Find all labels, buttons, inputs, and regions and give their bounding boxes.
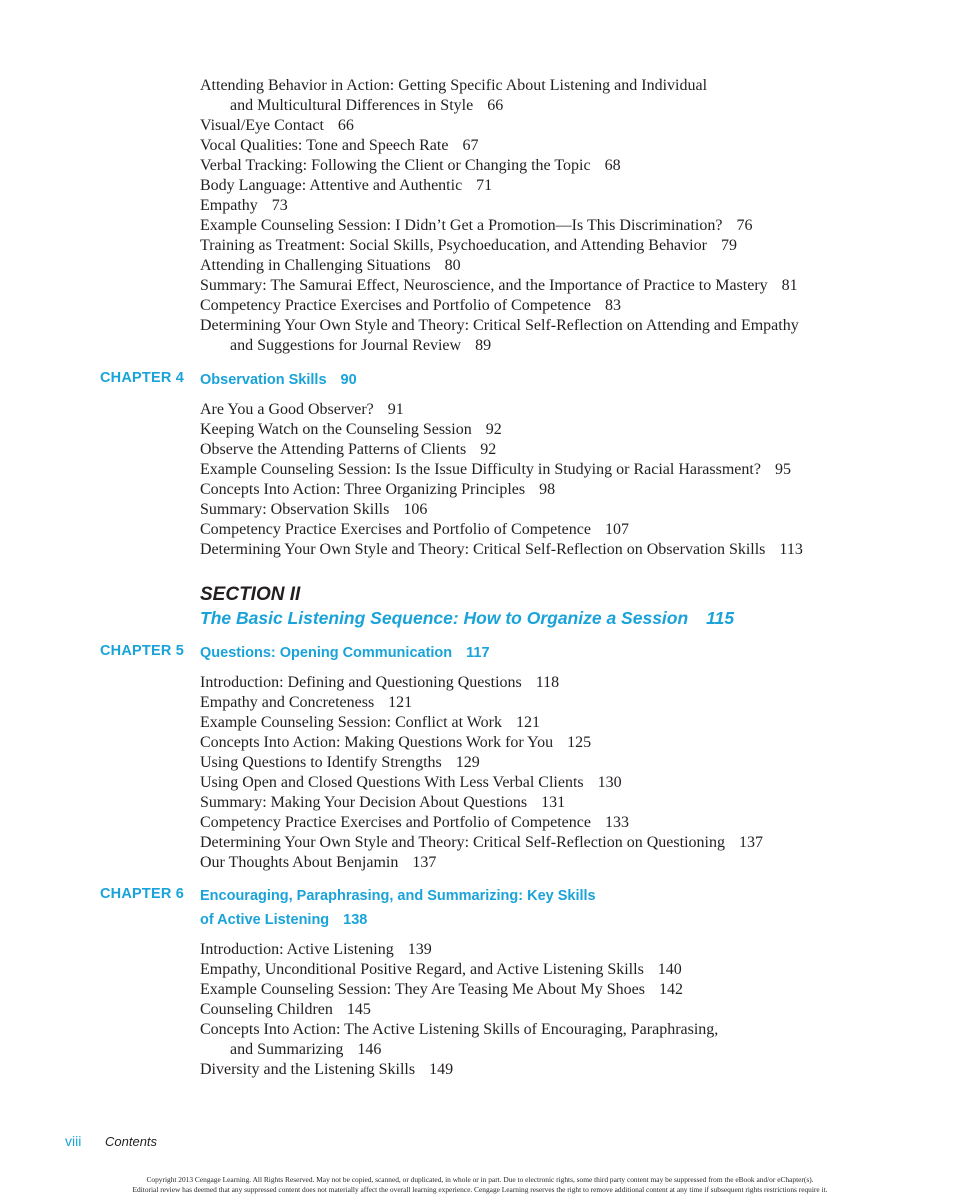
toc-entry [200, 176, 900, 196]
toc-entry-title: Example Counseling Session: I Didn’t Get a Promotion—Is This Discrimination? [200, 217, 723, 234]
toc-entry-page-number: 76 [736, 217, 753, 234]
toc-entry-title: and Multicultural Differences in Style [230, 97, 474, 114]
toc-entry-title: Determining Your Own Style and Theory: Critical Self-Reflection on Observation Skills [200, 541, 766, 558]
toc-entry [200, 1020, 900, 1040]
toc-entry-title: Body Language: Attentive and Authentic [200, 177, 463, 194]
toc-entry-page-number: 113 [779, 541, 803, 558]
toc-entry-title: Competency Practice Exercises and Portfolio of Competence [200, 297, 591, 314]
toc-entry [200, 673, 900, 693]
toc-entry-page-number: 89 [475, 337, 492, 354]
toc-entry-page-number: 79 [720, 237, 737, 254]
toc-entry-title: Determining Your Own Style and Theory: Critical Self-Reflection on Questioning [200, 834, 725, 851]
toc-entry-title: and Summarizing [230, 1041, 344, 1058]
toc-entries-chapter6 [200, 940, 900, 1080]
toc-entry-page-number: 137 [738, 834, 763, 851]
chapter-page-number: 90 [340, 372, 357, 388]
chapter6-label: CHAPTER 6 [100, 886, 184, 902]
toc-entry [200, 1040, 900, 1060]
toc-entry [200, 400, 900, 420]
toc-entry [200, 1060, 900, 1080]
toc-entry [200, 156, 900, 176]
copyright-line-2: Editorial review has deemed that any suppressed content does not materially affect the overall learning experience. Cengage Learning reserves the right to remove additional content at any time if subsequent rights restrictions require it. [132, 1185, 828, 1194]
toc-entry-title: Visual/Eye Contact [200, 117, 324, 134]
toc-entry [200, 773, 900, 793]
toc-entry [200, 813, 900, 833]
toc-entry-title: Training as Treatment: Social Skills, Psychoeducation, and Attending Behavior [200, 237, 707, 254]
toc-entry-title: Empathy, Unconditional Positive Regard, and Active Listening Skills [200, 961, 644, 978]
toc-entry-title: Empathy [200, 197, 258, 214]
toc-entry-page-number: 92 [485, 421, 502, 438]
chapter-title-text: Observation Skills [200, 372, 327, 388]
toc-entry [200, 733, 900, 753]
chapter5-label: CHAPTER 5 [100, 643, 184, 659]
toc-entry [200, 980, 900, 1000]
chapter-title-text: Questions: Opening Communication [200, 645, 453, 661]
toc-entry-page-number: 121 [388, 694, 413, 711]
toc-entry-page-number: 73 [271, 197, 288, 214]
toc-entry-title: Attending Behavior in Action: Getting Specific About Listening and Individual [200, 77, 708, 94]
toc-entry-title: Summary: Making Your Decision About Questions [200, 794, 528, 811]
toc-entry-title: Summary: The Samurai Effect, Neuroscience, and the Importance of Practice to Mastery [200, 277, 768, 294]
footer-label: Contents [105, 1134, 158, 1149]
toc-entry-title: Attending in Challenging Situations [200, 257, 431, 274]
toc-entry-title: Example Counseling Session: Is the Issue Difficulty in Studying or Racial Harassment? [200, 461, 761, 478]
toc-entry [200, 480, 900, 500]
toc-entry-page-number: 107 [604, 521, 629, 538]
toc-entry-page-number: 83 [604, 297, 621, 314]
toc-entry-title: Competency Practice Exercises and Portfolio of Competence [200, 521, 591, 538]
toc-entry [200, 753, 900, 773]
toc-entry [200, 420, 900, 440]
toc-entry [200, 336, 900, 356]
toc-entry-title: Using Questions to Identify Strengths [200, 754, 442, 771]
toc-entry [200, 136, 900, 156]
toc-entry-title: Are You a Good Observer? [200, 401, 374, 418]
toc-entry-title: Concepts Into Action: The Active Listening Skills of Encouraging, Paraphrasing, [200, 1021, 719, 1038]
chapter-title-line [200, 368, 357, 392]
toc-entry [200, 216, 900, 236]
toc-entry-title: Vocal Qualities: Tone and Speech Rate [200, 137, 449, 154]
toc-entry-title: Counseling Children [200, 1001, 333, 1018]
toc-entry [200, 460, 900, 480]
toc-entry-title: Introduction: Active Listening [200, 941, 394, 958]
toc-entry-page-number: 98 [539, 481, 556, 498]
chapter-page-number: 138 [343, 912, 368, 928]
toc-entry-page-number: 142 [658, 981, 683, 998]
toc-entry-page-number: 149 [429, 1061, 454, 1078]
section-label: SECTION II [200, 584, 301, 605]
toc-entry [200, 316, 900, 336]
toc-entry [200, 1000, 900, 1020]
toc-entry-title: Summary: Observation Skills [200, 501, 390, 518]
toc-entry [200, 236, 900, 256]
chapter-title-line [200, 884, 596, 908]
toc-entry [200, 76, 900, 96]
toc-entry [200, 960, 900, 980]
copyright-line-1: Copyright 2013 Cengage Learning. All Rights Reserved. May not be copied, scanned, or duplicated, in whole or in part. Due to electronic rights, some third party content may be suppressed from the eBook and/or eChapter(s). [146, 1175, 814, 1184]
chapter6-title [200, 884, 596, 932]
toc-entry-page-number: 71 [476, 177, 493, 194]
toc-entry [200, 96, 900, 116]
toc-entry-title: Introduction: Defining and Questioning Questions [200, 674, 522, 691]
footer-page-number: viii [65, 1133, 82, 1149]
toc-entry [200, 693, 900, 713]
section-title-text: The Basic Listening Sequence: How to Organize a Session [200, 608, 689, 628]
toc-entry-page-number: 106 [403, 501, 428, 518]
toc-entry-title: Concepts Into Action: Making Questions Work for You [200, 734, 554, 751]
toc-entry-page-number: 66 [487, 97, 504, 114]
toc-entry [200, 793, 900, 813]
toc-entry-title: Empathy and Concreteness [200, 694, 375, 711]
chapter-title-text: Encouraging, Paraphrasing, and Summarizing: Key Skills [200, 888, 596, 904]
toc-entry-page-number: 121 [515, 714, 540, 731]
toc-entries-chapter4 [200, 400, 900, 560]
toc-entry [200, 256, 900, 276]
toc-entries-chapter3 [200, 76, 900, 356]
toc-entry [200, 833, 900, 853]
toc-entry [200, 276, 900, 296]
toc-entry-title: Example Counseling Session: They Are Teasing Me About My Shoes [200, 981, 645, 998]
section-title [200, 608, 734, 629]
toc-entry-page-number: 139 [407, 941, 432, 958]
toc-entry-title: Our Thoughts About Benjamin [200, 854, 399, 871]
toc-entry-title: Using Open and Closed Questions With Less Verbal Clients [200, 774, 584, 791]
toc-entries-chapter5 [200, 673, 900, 873]
chapter-page-number: 117 [466, 645, 490, 661]
toc-entry [200, 296, 900, 316]
toc-entry [200, 440, 900, 460]
section-page-number: 115 [706, 608, 735, 628]
toc-entry-title: Competency Practice Exercises and Portfolio of Competence [200, 814, 591, 831]
toc-entry-page-number: 81 [781, 277, 798, 294]
toc-entry [200, 116, 900, 136]
toc-entry-title: Example Counseling Session: Conflict at Work [200, 714, 502, 731]
toc-entry-page-number: 145 [346, 1001, 371, 1018]
toc-entry-page-number: 80 [444, 257, 461, 274]
toc-entry-title: and Suggestions for Journal Review [230, 337, 462, 354]
toc-entry-title: Verbal Tracking: Following the Client or Changing the Topic [200, 157, 591, 174]
toc-entry-page-number: 140 [657, 961, 682, 978]
toc-entry-page-number: 118 [535, 674, 560, 691]
toc-entry-title: Diversity and the Listening Skills [200, 1061, 416, 1078]
toc-entry-page-number: 66 [337, 117, 354, 134]
toc-entry-page-number: 68 [604, 157, 621, 174]
toc-entry-page-number: 137 [412, 854, 437, 871]
toc-entry-title: Keeping Watch on the Counseling Session [200, 421, 472, 438]
toc-entry-page-number: 131 [541, 794, 566, 811]
chapter-title-line [200, 641, 490, 665]
toc-entry-page-number: 133 [604, 814, 629, 831]
copyright-notice [0, 1175, 960, 1195]
chapter-title-text: of Active Listening [200, 912, 330, 928]
toc-entry-page-number: 67 [462, 137, 479, 154]
chapter5-title [200, 641, 490, 665]
toc-entry-page-number: 91 [387, 401, 404, 418]
toc-entry-page-number: 130 [597, 774, 622, 791]
toc-entry-page-number: 95 [774, 461, 791, 478]
toc-entry-title: Determining Your Own Style and Theory: Critical Self-Reflection on Attending and Empathy [200, 317, 799, 334]
toc-entry-page-number: 146 [357, 1041, 382, 1058]
toc-entry [200, 540, 900, 560]
chapter4-title [200, 368, 357, 392]
toc-entry-page-number: 92 [480, 441, 497, 458]
toc-entry [200, 853, 900, 873]
toc-entry [200, 713, 900, 733]
toc-entry-page-number: 125 [567, 734, 592, 751]
toc-entry [200, 500, 900, 520]
chapter4-label: CHAPTER 4 [100, 370, 184, 386]
toc-entry-page-number: 129 [455, 754, 480, 771]
chapter-title-line [200, 908, 596, 932]
toc-entry [200, 520, 900, 540]
toc-entry [200, 196, 900, 216]
toc-entry-title: Observe the Attending Patterns of Clients [200, 441, 467, 458]
toc-entry [200, 940, 900, 960]
toc-entry-title: Concepts Into Action: Three Organizing Principles [200, 481, 526, 498]
